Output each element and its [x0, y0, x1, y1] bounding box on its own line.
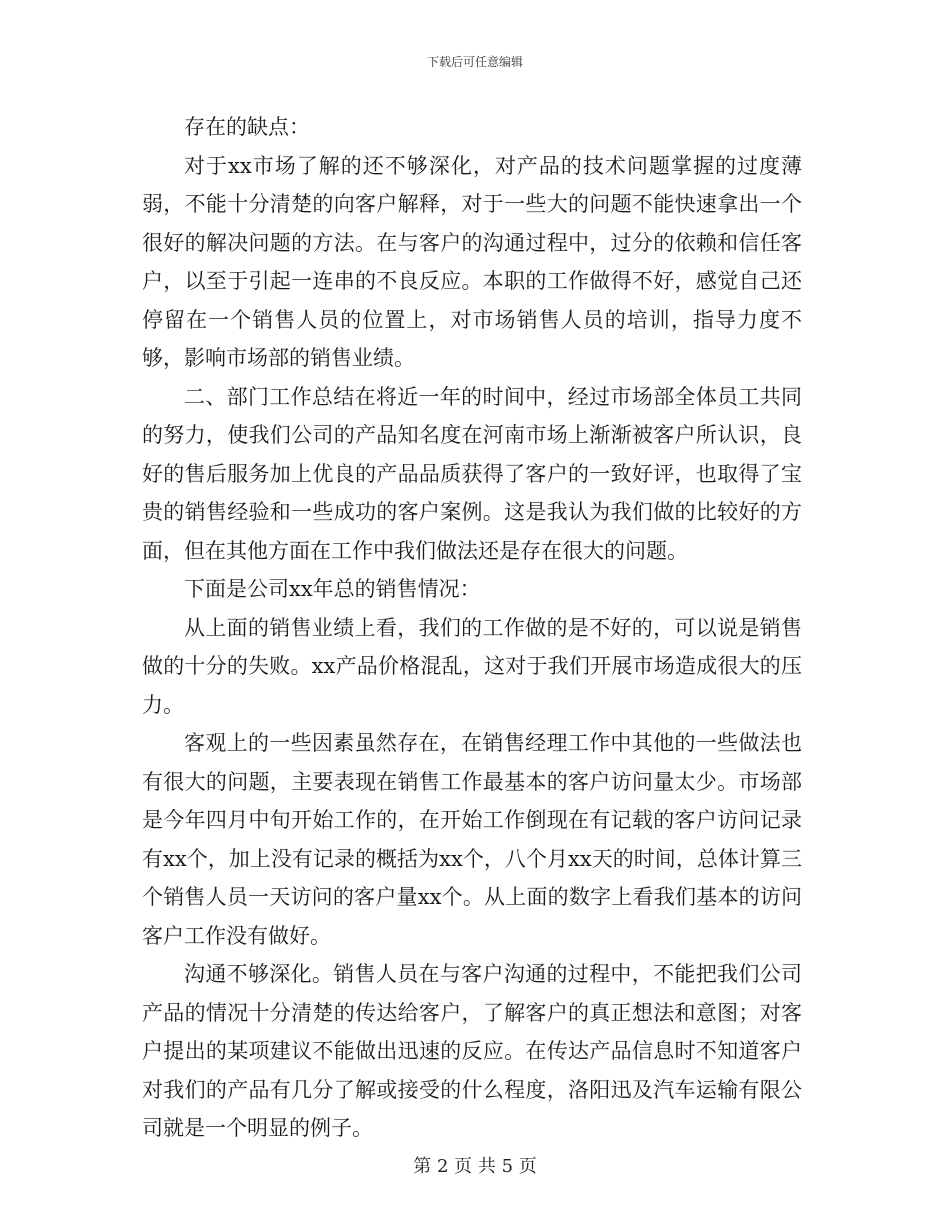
paragraph-communication: 沟通不够深化。销售人员在与客户沟通的过程中，不能把我们公司产品的情况十分清楚的传达给客户，了解客户的真正想法和意图；对客户提出的某项建议不能做出迅速的反应。在传达产品信息时不知道客户对我们的产品有几分了解或接受的什么程度，洛阳迅及汽车运输有限公司就是一个明显的例子。	[142, 962, 802, 1140]
paragraph-shortcomings-heading: 存在的缺点：	[184, 115, 310, 139]
paragraph-shortcomings: 对于xx市场了解的还不够深化，对产品的技术问题掌握的过度薄弱，不能十分清楚的向客户解释，对于一些大的问题不能快速拿出一个很好的解决问题的方法。在与客户的沟通过程中，过分的依赖和信任客户，以至于引起一连串的不良反应。本职的工作做得不好，感觉自己还停留在一个销售人员的位置上，对市场销售人员的培训，指导力度不够，影响市场部的销售业绩。	[142, 153, 802, 370]
page-footer: 第 2 页 共 5 页	[413, 1156, 537, 1177]
paragraph-sales-performance: 从上面的销售业绩上看，我们的工作做的是不好的，可以说是销售做的十分的失败。xx产品价格混乱，这对于我们开展市场造成很大的压力。	[142, 615, 802, 717]
document-body	[142, 108, 802, 1148]
paragraph-sales-intro: 下面是公司xx年总的销售情况：	[184, 577, 481, 601]
paragraph-department-summary: 二、部门工作总结在将近一年的时间中，经过市场部全体员工共同的努力，使我们公司的产品知名度在河南市场上渐渐被客户所认识，良好的售后服务加上优良的产品品质获得了客户的一致好评，也取得了宝贵的销售经验和一些成功的客户案例。这是我认为我们做的比较好的方面，但在其他方面在工作中我们做法还是存在很大的问题。	[142, 384, 802, 563]
paragraph-visit-volume: 客观上的一些因素虽然存在，在销售经理工作中其他的一些做法也有很大的问题，主要表现在销售工作最基本的客户访问量太少。市场部是今年四月中旬开始工作的，在开始工作倒现在有记载的客户访问记录有xx个，加上没有记录的概括为xx个，八个月xx天的时间，总体计算三个销售人员一天访问的客户量xx个。从上面的数字上看我们基本的访问客户工作没有做好。	[142, 731, 802, 948]
page-header: 下载后可任意编辑	[426, 55, 523, 69]
